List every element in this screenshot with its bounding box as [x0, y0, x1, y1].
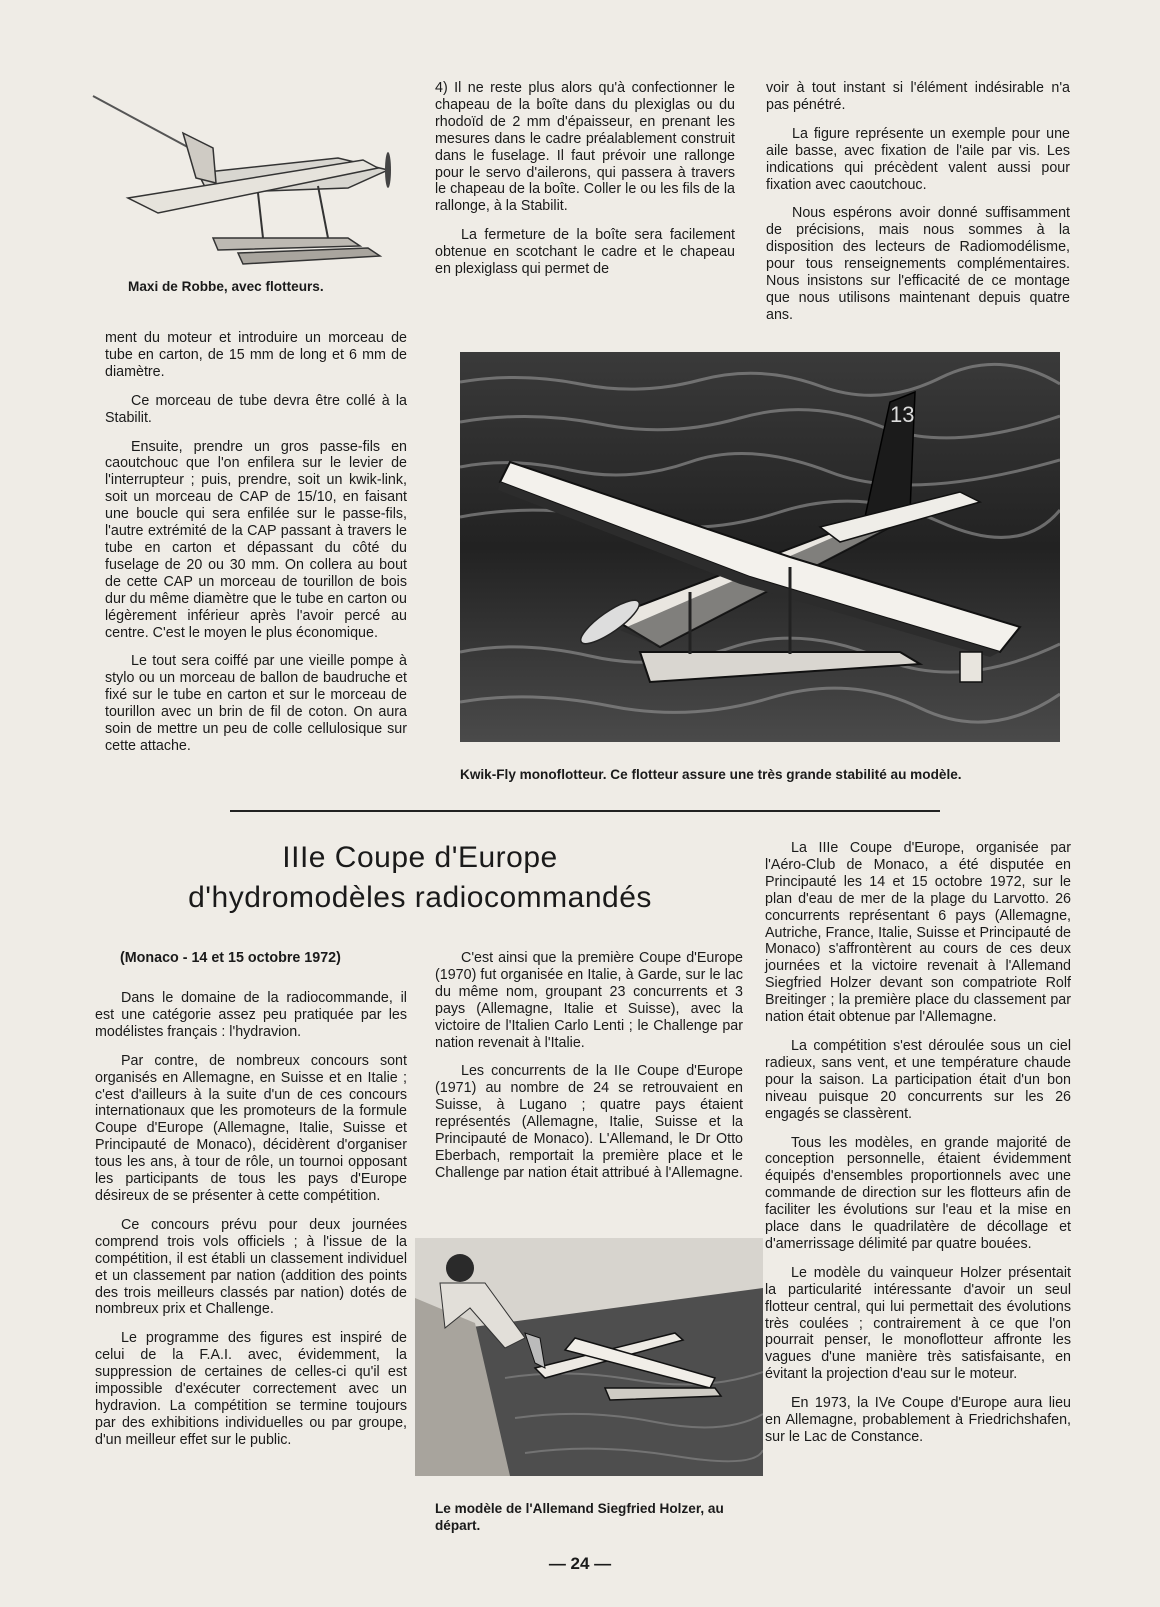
maxi-robbe-caption: Maxi de Robbe, avec flotteurs. — [128, 279, 324, 294]
top-left-column — [105, 330, 407, 767]
maxi-robbe-photo — [88, 88, 398, 278]
top-right-paragraph: voir à tout instant si l'élément indésirable n'a pas pénétré. — [766, 80, 1070, 113]
article-paragraph: Les concurrents de la IIe Coupe d'Europe (1971) au nombre de 24 se retrouvaient en Suisse, à Lugano ; quatre pays étaient représentés (Allemagne, Italie, Suisse et la Principauté de Monaco). L'Allemand, le Dr Otto Eberbach, remportait la première place et le Challenge par nation était attribué à l'Allemagne. — [435, 1063, 743, 1181]
article-paragraph: Ce concours prévu pour deux journées comprend trois vols officiels ; à l'issue de la compétition, il est établi un classement individuel et un classement par nation (addition des points des trois meilleurs classés par nation) dotés de nombreux prix et Challenge. — [95, 1216, 407, 1318]
article-paragraph: Dans le domaine de la radiocommande, il est une catégorie assez peu pratiquée par les modélistes français : l'hydravion. — [95, 990, 407, 1040]
page-number: — 24 — — [548, 1554, 612, 1573]
kwik-fly-caption: Kwik-Fly monoflotteur. Ce flotteur assure une très grande stabilité au modèle. — [460, 767, 962, 782]
article-paragraph: Par contre, de nombreux concours sont organisés en Allemagne, en Suisse et en Italie ; c'est d'ailleurs à la suite d'un de ces concours internationaux que les promoteurs de la formule Coupe d'Europe (Allemagne, Italie, Suisse et Principauté de Monaco), décidèrent d'organiser tous les ans, à tour de rôle, un tournoi opposant les participants de tous les pays d'Europe désireux de se présenter à cette compétition. — [95, 1052, 407, 1204]
article-column-2 — [435, 950, 743, 1194]
top-middle-column — [435, 80, 735, 290]
article-title — [120, 838, 720, 918]
top-left-paragraph: Le tout sera coiffé par une vieille pompe à stylo ou un morceau de ballon de baudruche et fixé sur le tube en carton et sur le morceau de tourillon avec un brin de fil de coton. On aura soin de mettre un peu de colle cellulosique sur cette attache. — [105, 653, 407, 754]
article-paragraph: La IIIe Coupe d'Europe, organisée par l'Aéro-Club de Monaco, a été disputée en Principauté les 14 et 15 octobre 1972, sur le plan d'eau de mer de la plage du Larvotto. 26 concurrents représentant 6 pays (Allemagne, Autriche, France, Italie, Suisse et Principauté de Monaco) s'affrontèrent au cours de ces deux journées et la victoire revenait à l'Allemand Siegfried Holzer devant son compatriote Rolf Breitinger ; la première place du classement par nation était obtenue par l'Allemagne. — [765, 840, 1071, 1026]
top-right-paragraph: Nous espérons avoir donné suffisamment de précisions, mais nous sommes à la disposition des lecteurs de Radiomodélisme, pour tous renseignements complémentaires. Nous insistons sur l'efficacité de ce montage que nous utilisons maintenant depuis quatre ans. — [766, 205, 1070, 323]
holzer-photo — [415, 1238, 763, 1476]
article-paragraph: C'est ainsi que la première Coupe d'Europe (1970) fut organisée en Italie, à Garde, sur le lac du même nom, groupant 23 concurrents et 3 pays (Allemagne, Italie et Suisse), avec la victoire de l'Italien Carlo Lenti ; le Challenge par nation revenait à l'Italie. — [435, 950, 743, 1051]
top-right-paragraph: La figure représente un exemple pour une aile basse, avec fixation de l'aile par vis. Les indications qui précèdent valent aussi pour fixation avec caoutchouc. — [766, 125, 1070, 193]
fin-number: 13 — [890, 402, 915, 427]
top-left-paragraph: ment du moteur et introduire un morceau de tube en carton, de 15 mm de long et 6 mm de diamètre. — [105, 330, 407, 380]
article-title-line-2: d'hydromodèles radiocommandés — [188, 881, 652, 914]
top-left-paragraph: Ensuite, prendre un gros passe-fils en caoutchouc que l'on enfilera sur le levier de l'interrupteur ; puis, prendre, soit un kwik-link, soit un morceau de CAP de 15/10, en faisant une boucle qui sera enfilée sur le passe-fils, l'autre extrémité de la CAP passant à travers le tube en carton et dépassant du côté du fuselage de 20 ou 30 mm. On collera au bout de cette CAP un morceau de tourillon de bois dur du même diamètre que le tube en carton ou légèrement inférieur après l'avoir percé au centre. C'est le moyen le plus économique. — [105, 438, 408, 641]
article-paragraph: Le programme des figures est inspiré de celui de la F.A.I. avec, évidemment, la suppression de certaines de celles-ci qu'il est impossible d'exécuter correctement avec un hydravion. La compétition se termine toujours par des exhibitions individuelles ou par groupe, d'un meilleur effet sur le public. — [95, 1330, 407, 1448]
article-column-3 — [765, 840, 1071, 1458]
top-middle-paragraph: La fermeture de la boîte sera facilement obtenue en scotchant le cadre et le chapeau en plexiglass qui permet de — [435, 227, 735, 278]
article-paragraph: La compétition s'est déroulée sous un ciel radieux, sans vent, et une température chaude pour la saison. La participation était d'un bon niveau puisque 20 concurrents sur les 26 engagés se classèrent. — [765, 1037, 1071, 1122]
article-subtitle: (Monaco - 14 et 15 octobre 1972) — [120, 950, 341, 966]
top-left-paragraph: Ce morceau de tube devra être collé à la Stabilit. — [105, 392, 407, 426]
holzer-caption: Le modèle de l'Allemand Siegfried Holzer, au départ. — [435, 1501, 724, 1533]
top-right-column — [766, 80, 1070, 336]
article-paragraph: Le modèle du vainqueur Holzer présentait la particularité intéressante d'avoir un seul flotteur central, qui lui permettait des évolutions très coulées ; contrairement à ce que l'on pourrait penser, le monoflotteur affronte les vagues d'une manière très satisfaisante, en évitant la projection d'eau sur le moteur. — [765, 1264, 1071, 1383]
article-paragraph: En 1973, la IVe Coupe d'Europe aura lieu en Allemagne, probablement à Friedrichshafen, sur le Lac de Constance. — [765, 1395, 1071, 1445]
section-divider — [230, 810, 940, 812]
article-column-1 — [95, 990, 407, 1461]
kwik-fly-photo — [460, 352, 1060, 742]
top-middle-paragraph: 4) Il ne reste plus alors qu'à confectionner le chapeau de la boîte dans du plexiglas ou du rhodoïd de 2 mm d'épaisseur, en prenant les mesures dans le cadre préalablement construit dans le fuselage. Il faut prévoir une rallonge pour le servo d'ailerons, qui passera à travers le chapeau de la boîte. Coller le ou les fils de la rallonge, à la Stabilit. — [435, 80, 735, 215]
article-title-line-1: IIIe Coupe d'Europe — [282, 841, 558, 874]
article-paragraph: Tous les modèles, en grande majorité de conception personnelle, étaient évidemment équipés d'ensembles proportionnels avec une commande de direction sur les flotteurs afin de faciliter les évolutions sur l'eau et la mise en place dans le quadrilatère de décollage et d'amerrissage délimité par quatre bouées. — [765, 1134, 1071, 1252]
